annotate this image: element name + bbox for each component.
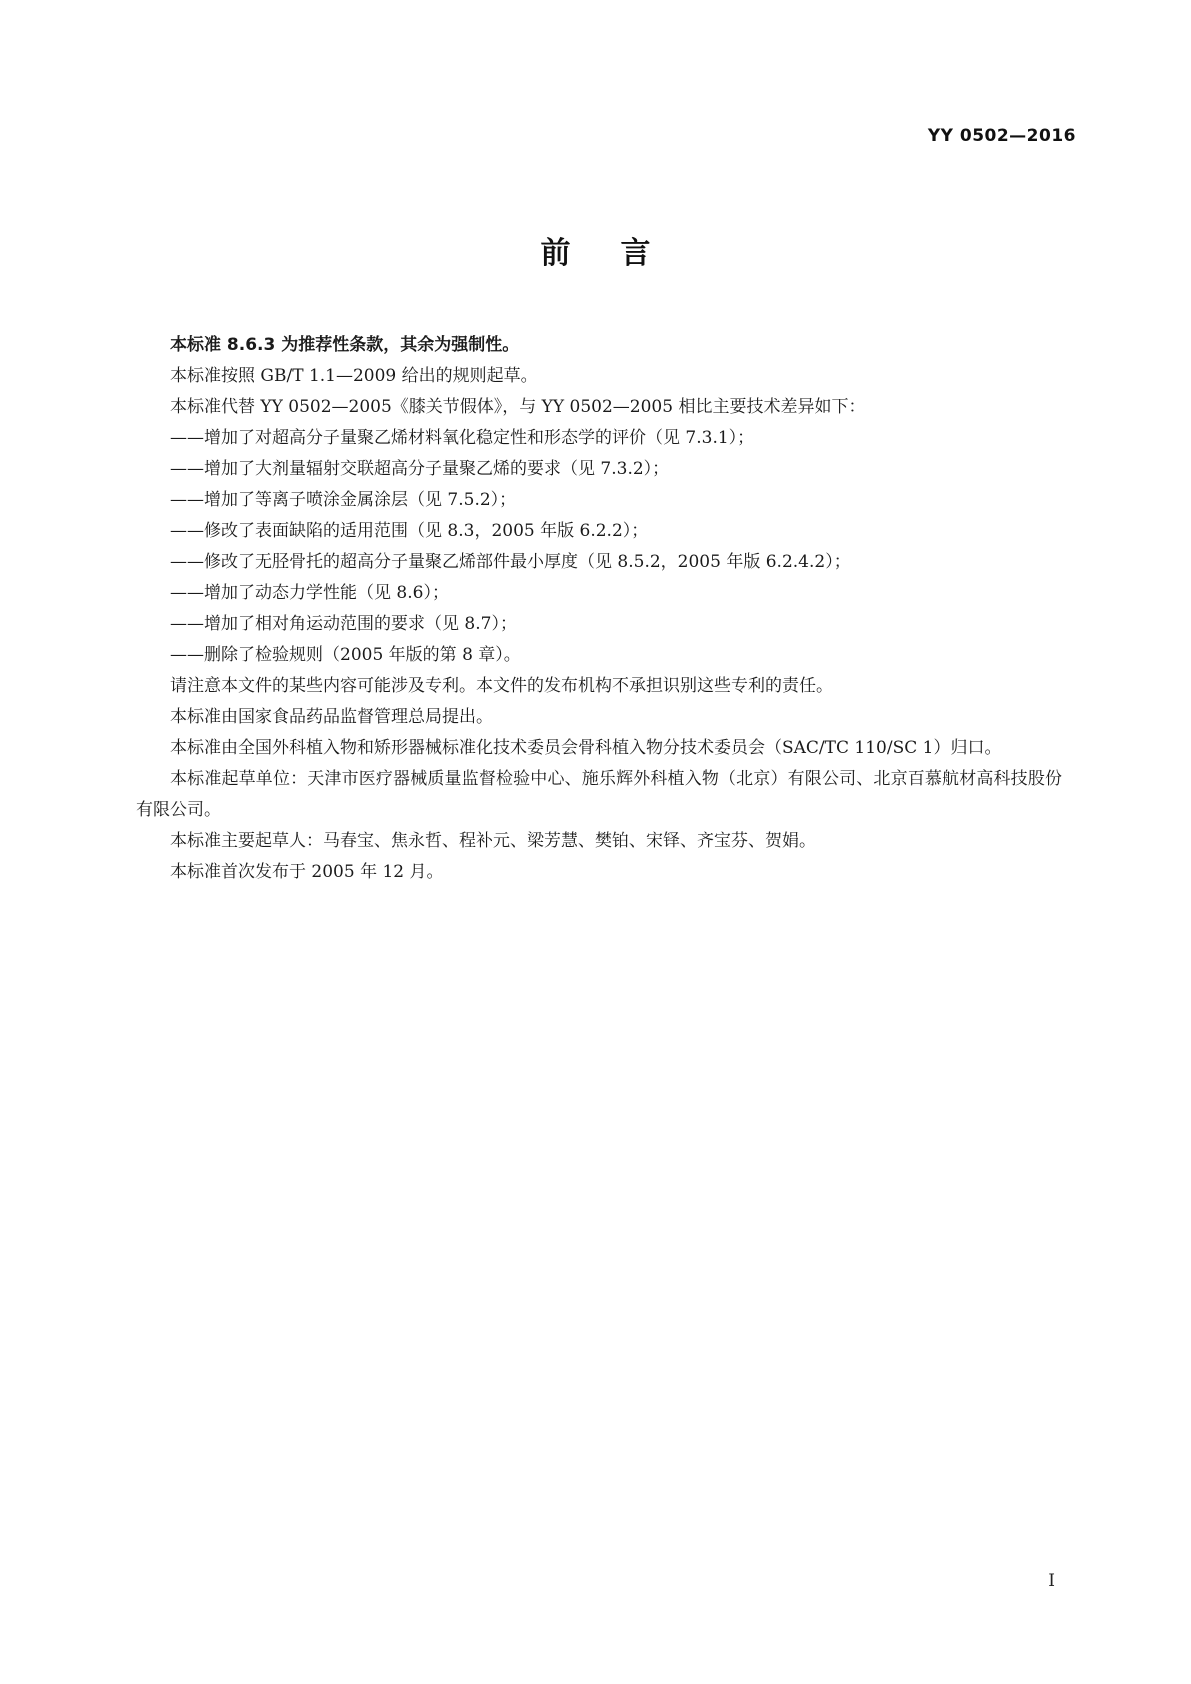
paragraph-centralized-by: 本标准由全国外科植入物和矫形器械标准化技术委员会骨科植入物分技术委员会（SAC/TC 110/SC 1）归口。	[170, 738, 1002, 758]
paragraph-drafting-units: 本标准起草单位：天津市医疗器械质量监督检验中心、施乐辉外科植入物（北京）有限公司、北京百慕航材高科技股份有限公司。	[136, 769, 1062, 820]
paragraph-mandatory-clause: 本标准 8.6.3 为推荐性条款，其余为强制性。	[170, 335, 520, 355]
page-title: 前言	[540, 236, 701, 271]
change-item: ——增加了相对角运动范围的要求（见 8.7）；	[170, 614, 517, 634]
change-item: ——修改了表面缺陷的适用范围（见 8.3，2005 年版 6.2.2）；	[170, 521, 649, 541]
standard-code-header: YY 0502—2016	[927, 126, 1076, 146]
page-number: I	[1048, 1571, 1055, 1591]
paragraph-first-issued: 本标准首次发布于 2005 年 12 月。	[170, 862, 444, 882]
change-item: ——增加了对超高分子量聚乙烯材料氧化稳定性和形态学的评价（见 7.3.1）；	[170, 428, 755, 448]
change-item: ——增加了动态力学性能（见 8.6）；	[170, 583, 449, 603]
paragraph-drafting-rules: 本标准按照 GB/T 1.1—2009 给出的规则起草。	[170, 366, 538, 386]
change-item: ——修改了无胫骨托的超高分子量聚乙烯部件最小厚度（见 8.5.2，2005 年版 6.2.4.2）；	[170, 552, 851, 572]
paragraph-replaces: 本标准代替 YY 0502—2005《膝关节假体》，与 YY 0502—2005 相比主要技术差异如下：	[170, 397, 866, 417]
change-item: ——增加了大剂量辐射交联超高分子量聚乙烯的要求（见 7.3.2）；	[170, 459, 670, 479]
foreword-body	[136, 330, 1062, 888]
paragraph-proposed-by: 本标准由国家食品药品监督管理总局提出。	[170, 707, 493, 727]
change-item: ——增加了等离子喷涂金属涂层（见 7.5.2）；	[170, 490, 517, 510]
change-item: ——删除了检验规则（2005 年版的第 8 章）。	[170, 645, 521, 665]
paragraph-drafters: 本标准主要起草人：马春宝、焦永哲、程补元、梁芳慧、樊铂、宋铎、齐宝芬、贺娟。	[170, 831, 816, 851]
paragraph-patent-notice: 请注意本文件的某些内容可能涉及专利。本文件的发布机构不承担识别这些专利的责任。	[170, 676, 833, 696]
